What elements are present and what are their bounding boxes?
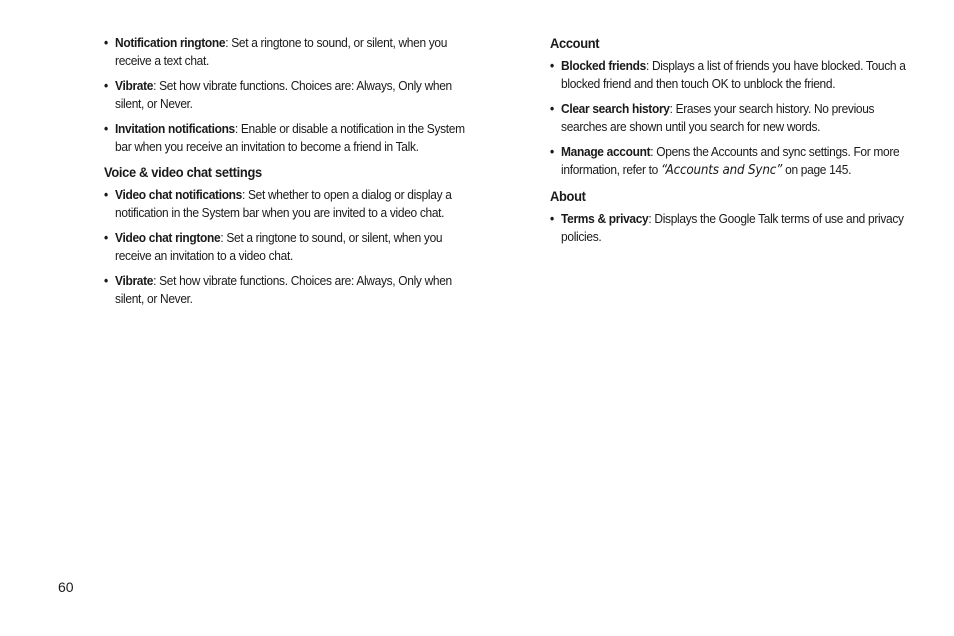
page-number: 60 xyxy=(58,579,74,595)
bullet-icon: • xyxy=(550,101,554,116)
left-column xyxy=(104,34,466,315)
list-item xyxy=(104,272,475,308)
item-text: : Set a ringtone to sound, or silent, when you receive a text chat. xyxy=(115,35,448,68)
right-column xyxy=(550,34,912,253)
item-text: : Set how vibrate functions. Choices are: Always, Only when silent, or Never. xyxy=(115,273,452,306)
item-term: Video chat ringtone xyxy=(115,230,221,245)
item-term: Manage account xyxy=(561,144,651,159)
item-text: : Set whether to open a dialog or display a notification in the System bar when you are invited to a video chat. xyxy=(115,187,452,220)
list-item xyxy=(550,210,921,246)
bullet-icon: • xyxy=(104,78,108,93)
item-text: : Displays the Google Talk terms of use and privacy policies. xyxy=(561,211,904,244)
bullet-icon: • xyxy=(104,273,108,288)
bullet-icon: • xyxy=(104,121,108,136)
item-term: Vibrate xyxy=(115,78,154,93)
item-term: Invitation notifications xyxy=(115,121,235,136)
list-item xyxy=(104,186,475,222)
item-term: Video chat notifications xyxy=(115,187,242,202)
bullet-icon: • xyxy=(550,144,554,159)
about-heading: About xyxy=(550,188,586,204)
voice-video-heading: Voice & video chat settings xyxy=(104,164,262,180)
item-text: : Set a ringtone to sound, or silent, when you receive an invitation to a video chat. xyxy=(115,230,443,263)
item-text: : Set how vibrate functions. Choices are: Always, Only when silent, or Never. xyxy=(115,78,452,111)
item-text: : Displays a list of friends you have blocked. Touch a blocked friend and then touch OK to unblock the friend. xyxy=(561,58,906,91)
list-item xyxy=(550,100,921,136)
item-term: Vibrate xyxy=(115,273,154,288)
list-item xyxy=(550,143,921,180)
list-item xyxy=(104,120,475,156)
accounts-and-sync-link[interactable]: “Accounts and Sync” xyxy=(660,163,783,178)
item-text: : Enable or disable a notification in the System bar when you receive an invitation to become a friend in Talk. xyxy=(115,121,465,154)
item-term: Clear search history xyxy=(561,101,670,116)
list-item xyxy=(104,77,475,113)
item-term: Notification ringtone xyxy=(115,35,226,50)
bullet-icon: • xyxy=(550,58,554,73)
bullet-icon: • xyxy=(104,187,108,202)
list-item xyxy=(104,34,475,70)
item-term: Terms & privacy xyxy=(561,211,649,226)
list-item xyxy=(104,229,475,265)
bullet-icon: • xyxy=(104,230,108,245)
item-text: : Erases your search history. No previous searches are shown until you search for new words. xyxy=(561,101,875,134)
account-heading: Account xyxy=(550,35,600,51)
list-item xyxy=(550,57,921,93)
item-term: Blocked friends xyxy=(561,58,646,73)
bullet-icon: • xyxy=(104,35,108,50)
item-text-after: on page 145. xyxy=(782,162,852,177)
item-text: : Opens the Accounts and sync settings. For more information, refer to xyxy=(561,144,900,177)
bullet-icon: • xyxy=(550,211,554,226)
